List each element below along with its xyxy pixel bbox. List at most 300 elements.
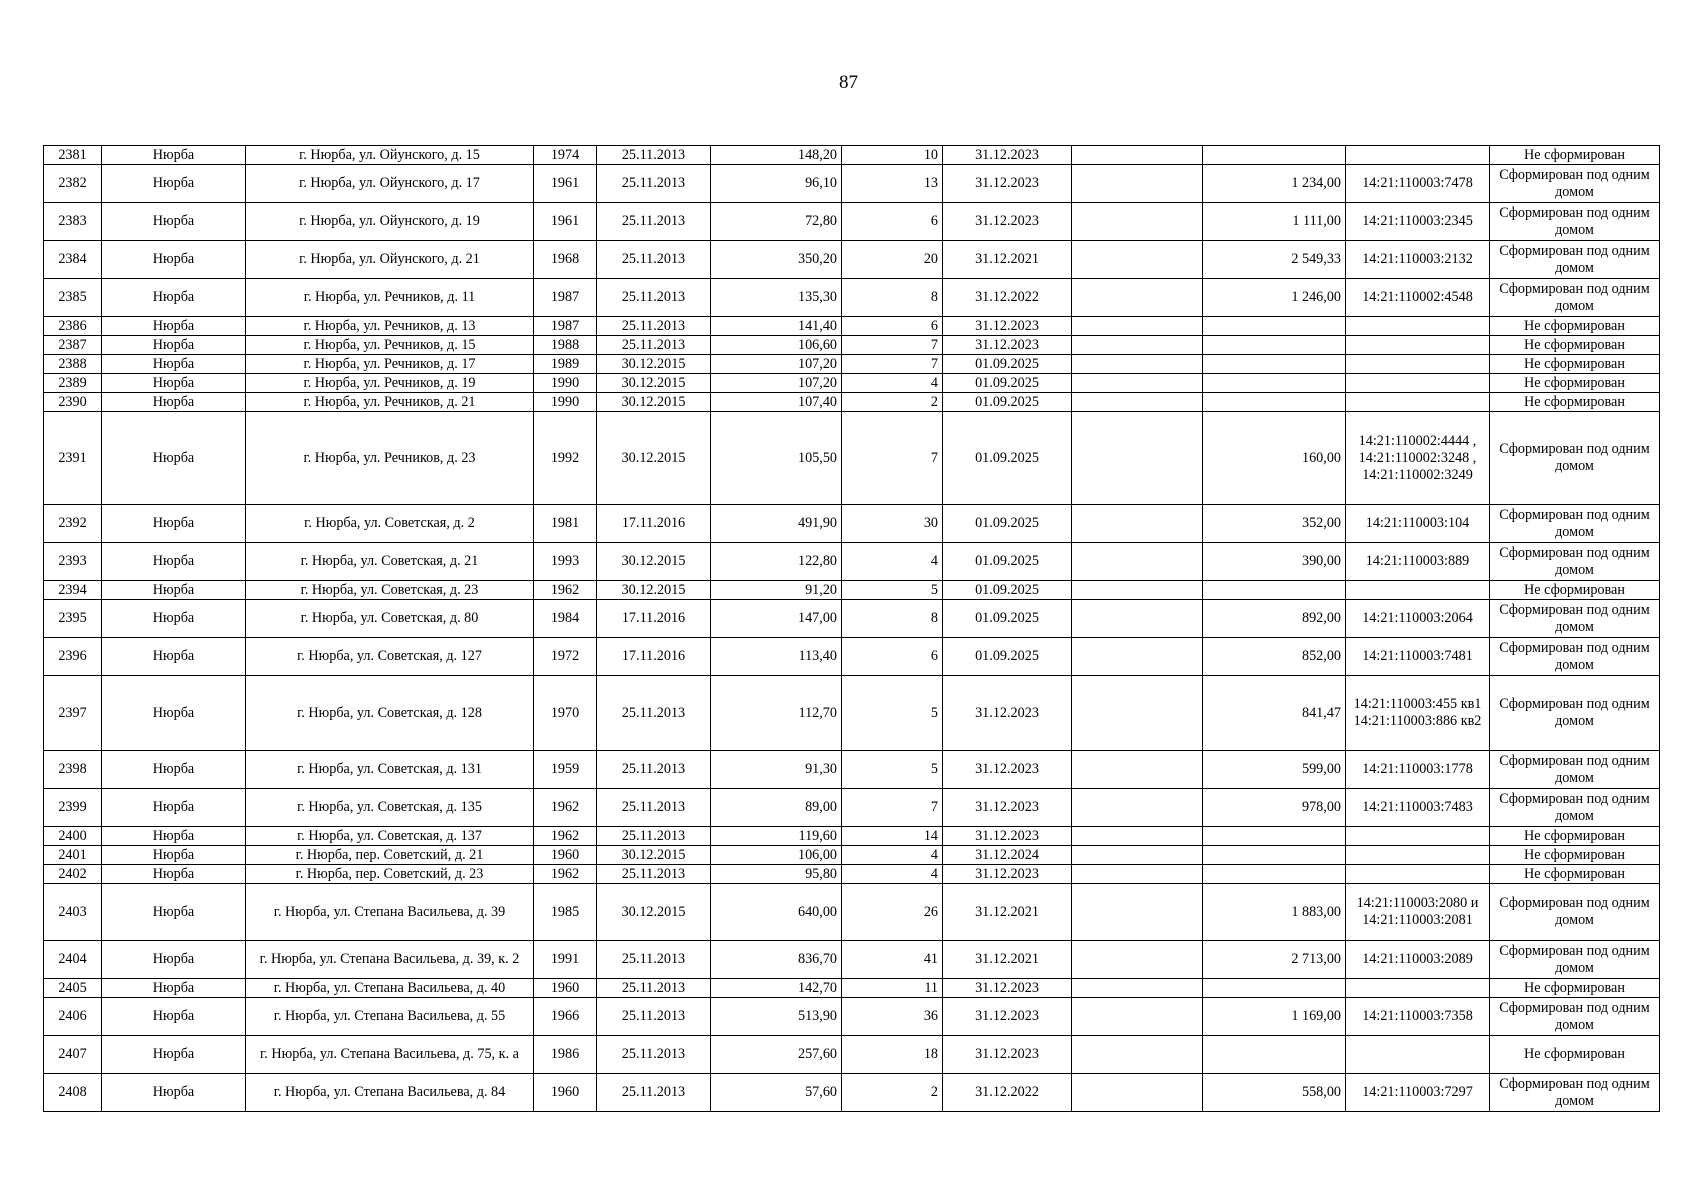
residents-cell: 13 <box>842 165 943 203</box>
deadline-cell: 31.12.2023 <box>943 865 1072 884</box>
row-number-cell: 2383 <box>44 203 102 241</box>
deadline-cell: 01.09.2025 <box>943 505 1072 543</box>
blank-cell <box>1072 203 1203 241</box>
row-number-cell: 2400 <box>44 827 102 846</box>
address-cell: г. Нюрба, ул. Степана Васильева, д. 39, к. 2 <box>246 941 534 979</box>
date-cell: 17.11.2016 <box>597 505 711 543</box>
row-number-cell: 2382 <box>44 165 102 203</box>
cadastral-number-cell <box>1346 979 1490 998</box>
deadline-cell: 01.09.2025 <box>943 638 1072 676</box>
deadline-cell: 01.09.2025 <box>943 543 1072 581</box>
table-row <box>44 581 1660 600</box>
blank-cell <box>1072 317 1203 336</box>
area-cell: 135,30 <box>711 279 842 317</box>
land-status-cell: Сформирован под одним домом <box>1490 751 1660 789</box>
address-cell: г. Нюрба, ул. Ойунского, д. 15 <box>246 146 534 165</box>
residents-cell: 6 <box>842 203 943 241</box>
locality-cell: Нюрба <box>102 1074 246 1112</box>
locality-cell: Нюрба <box>102 865 246 884</box>
plot-area-cell: 1 111,00 <box>1203 203 1346 241</box>
page-number: 87 <box>839 72 858 93</box>
deadline-cell: 01.09.2025 <box>943 355 1072 374</box>
row-number-cell: 2381 <box>44 146 102 165</box>
land-status-cell: Сформирован под одним домом <box>1490 412 1660 505</box>
table-row <box>44 241 1660 279</box>
year-cell: 1984 <box>534 600 597 638</box>
year-cell: 1986 <box>534 1036 597 1074</box>
row-number-cell: 2399 <box>44 789 102 827</box>
row-number-cell: 2396 <box>44 638 102 676</box>
residents-cell: 20 <box>842 241 943 279</box>
plot-area-cell <box>1203 146 1346 165</box>
address-cell: г. Нюрба, ул. Степана Васильева, д. 39 <box>246 884 534 941</box>
cadastral-number-cell <box>1346 1036 1490 1074</box>
row-number-cell: 2385 <box>44 279 102 317</box>
year-cell: 1961 <box>534 203 597 241</box>
area-cell: 491,90 <box>711 505 842 543</box>
locality-cell: Нюрба <box>102 203 246 241</box>
blank-cell <box>1072 581 1203 600</box>
land-status-cell: Сформирован под одним домом <box>1490 203 1660 241</box>
locality-cell: Нюрба <box>102 317 246 336</box>
plot-area-cell <box>1203 317 1346 336</box>
cadastral-number-cell: 14:21:110003:104 <box>1346 505 1490 543</box>
locality-cell: Нюрба <box>102 543 246 581</box>
residents-cell: 36 <box>842 998 943 1036</box>
date-cell: 25.11.2013 <box>597 789 711 827</box>
locality-cell: Нюрба <box>102 941 246 979</box>
blank-cell <box>1072 165 1203 203</box>
deadline-cell: 31.12.2022 <box>943 1074 1072 1112</box>
locality-cell: Нюрба <box>102 998 246 1036</box>
year-cell: 1988 <box>534 336 597 355</box>
residents-cell: 10 <box>842 146 943 165</box>
area-cell: 513,90 <box>711 998 842 1036</box>
row-number-cell: 2405 <box>44 979 102 998</box>
address-cell: г. Нюрба, ул. Речников, д. 13 <box>246 317 534 336</box>
table-row <box>44 412 1660 505</box>
cadastral-number-cell: 14:21:110003:7297 <box>1346 1074 1490 1112</box>
land-status-cell: Сформирован под одним домом <box>1490 884 1660 941</box>
row-number-cell: 2403 <box>44 884 102 941</box>
year-cell: 1970 <box>534 676 597 751</box>
blank-cell <box>1072 941 1203 979</box>
year-cell: 1962 <box>534 789 597 827</box>
year-cell: 1993 <box>534 543 597 581</box>
residents-cell: 4 <box>842 543 943 581</box>
table-row <box>44 941 1660 979</box>
cadastral-number-cell: 14:21:110003:2132 <box>1346 241 1490 279</box>
plot-area-cell: 2 713,00 <box>1203 941 1346 979</box>
plot-area-cell <box>1203 979 1346 998</box>
area-cell: 106,60 <box>711 336 842 355</box>
deadline-cell: 31.12.2023 <box>943 165 1072 203</box>
date-cell: 30.12.2015 <box>597 374 711 393</box>
land-status-cell: Не сформирован <box>1490 393 1660 412</box>
land-status-cell: Не сформирован <box>1490 374 1660 393</box>
blank-cell <box>1072 751 1203 789</box>
cadastral-number-cell: 14:21:110003:7358 <box>1346 998 1490 1036</box>
year-cell: 1968 <box>534 241 597 279</box>
locality-cell: Нюрба <box>102 884 246 941</box>
area-cell: 113,40 <box>711 638 842 676</box>
blank-cell <box>1072 505 1203 543</box>
blank-cell <box>1072 638 1203 676</box>
blank-cell <box>1072 355 1203 374</box>
land-status-cell: Не сформирован <box>1490 979 1660 998</box>
table-row <box>44 827 1660 846</box>
table-row <box>44 279 1660 317</box>
blank-cell <box>1072 393 1203 412</box>
table-row <box>44 1036 1660 1074</box>
deadline-cell: 31.12.2021 <box>943 941 1072 979</box>
cadastral-number-cell: 14:21:110002:4444 , 14:21:110002:3248 , 14:21:110002:3249 <box>1346 412 1490 505</box>
land-status-cell: Сформирован под одним домом <box>1490 600 1660 638</box>
row-number-cell: 2389 <box>44 374 102 393</box>
address-cell: г. Нюрба, ул. Советская, д. 21 <box>246 543 534 581</box>
locality-cell: Нюрба <box>102 241 246 279</box>
locality-cell: Нюрба <box>102 374 246 393</box>
locality-cell: Нюрба <box>102 600 246 638</box>
area-cell: 106,00 <box>711 846 842 865</box>
table-row <box>44 638 1660 676</box>
deadline-cell: 31.12.2023 <box>943 146 1072 165</box>
table-row <box>44 317 1660 336</box>
residents-cell: 5 <box>842 751 943 789</box>
land-status-cell: Не сформирован <box>1490 846 1660 865</box>
land-status-cell: Не сформирован <box>1490 581 1660 600</box>
date-cell: 30.12.2015 <box>597 543 711 581</box>
deadline-cell: 01.09.2025 <box>943 412 1072 505</box>
blank-cell <box>1072 412 1203 505</box>
area-cell: 112,70 <box>711 676 842 751</box>
row-number-cell: 2407 <box>44 1036 102 1074</box>
year-cell: 1962 <box>534 581 597 600</box>
locality-cell: Нюрба <box>102 979 246 998</box>
cadastral-number-cell <box>1346 355 1490 374</box>
table-row <box>44 846 1660 865</box>
land-status-cell: Не сформирован <box>1490 827 1660 846</box>
blank-cell <box>1072 789 1203 827</box>
year-cell: 1960 <box>534 1074 597 1112</box>
year-cell: 1972 <box>534 638 597 676</box>
row-number-cell: 2388 <box>44 355 102 374</box>
year-cell: 1961 <box>534 165 597 203</box>
cadastral-number-cell: 14:21:110003:2089 <box>1346 941 1490 979</box>
cadastral-number-cell <box>1346 374 1490 393</box>
date-cell: 30.12.2015 <box>597 412 711 505</box>
row-number-cell: 2401 <box>44 846 102 865</box>
blank-cell <box>1072 146 1203 165</box>
year-cell: 1962 <box>534 865 597 884</box>
address-cell: г. Нюрба, ул. Советская, д. 2 <box>246 505 534 543</box>
locality-cell: Нюрба <box>102 505 246 543</box>
land-status-cell: Сформирован под одним домом <box>1490 505 1660 543</box>
land-status-cell: Не сформирован <box>1490 865 1660 884</box>
table-row <box>44 374 1660 393</box>
cadastral-number-cell: 14:21:110002:4548 <box>1346 279 1490 317</box>
date-cell: 25.11.2013 <box>597 279 711 317</box>
date-cell: 25.11.2013 <box>597 827 711 846</box>
date-cell: 25.11.2013 <box>597 998 711 1036</box>
address-cell: г. Нюрба, ул. Степана Васильева, д. 40 <box>246 979 534 998</box>
land-status-cell: Сформирован под одним домом <box>1490 1074 1660 1112</box>
row-number-cell: 2391 <box>44 412 102 505</box>
blank-cell <box>1072 543 1203 581</box>
blank-cell <box>1072 865 1203 884</box>
row-number-cell: 2397 <box>44 676 102 751</box>
address-cell: г. Нюрба, пер. Советский, д. 21 <box>246 846 534 865</box>
row-number-cell: 2402 <box>44 865 102 884</box>
table-row <box>44 336 1660 355</box>
row-number-cell: 2404 <box>44 941 102 979</box>
cadastral-number-cell: 14:21:110003:7481 <box>1346 638 1490 676</box>
row-number-cell: 2395 <box>44 600 102 638</box>
area-cell: 89,00 <box>711 789 842 827</box>
area-cell: 57,60 <box>711 1074 842 1112</box>
land-status-cell: Сформирован под одним домом <box>1490 241 1660 279</box>
blank-cell <box>1072 846 1203 865</box>
cadastral-number-cell <box>1346 865 1490 884</box>
plot-area-cell: 892,00 <box>1203 600 1346 638</box>
deadline-cell: 31.12.2024 <box>943 846 1072 865</box>
blank-cell <box>1072 998 1203 1036</box>
date-cell: 25.11.2013 <box>597 146 711 165</box>
locality-cell: Нюрба <box>102 165 246 203</box>
plot-area-cell: 1 246,00 <box>1203 279 1346 317</box>
year-cell: 1985 <box>534 884 597 941</box>
address-cell: г. Нюрба, ул. Советская, д. 137 <box>246 827 534 846</box>
land-status-cell: Не сформирован <box>1490 317 1660 336</box>
cadastral-number-cell <box>1346 317 1490 336</box>
plot-area-cell <box>1203 355 1346 374</box>
year-cell: 1990 <box>534 393 597 412</box>
residents-cell: 18 <box>842 1036 943 1074</box>
locality-cell: Нюрба <box>102 412 246 505</box>
locality-cell: Нюрба <box>102 393 246 412</box>
year-cell: 1966 <box>534 998 597 1036</box>
year-cell: 1987 <box>534 317 597 336</box>
row-number-cell: 2393 <box>44 543 102 581</box>
plot-area-cell <box>1203 827 1346 846</box>
plot-area-cell: 390,00 <box>1203 543 1346 581</box>
deadline-cell: 31.12.2023 <box>943 317 1072 336</box>
cadastral-number-cell <box>1346 846 1490 865</box>
address-cell: г. Нюрба, ул. Советская, д. 128 <box>246 676 534 751</box>
plot-area-cell: 2 549,33 <box>1203 241 1346 279</box>
cadastral-number-cell <box>1346 336 1490 355</box>
area-cell: 142,70 <box>711 979 842 998</box>
residents-cell: 8 <box>842 279 943 317</box>
deadline-cell: 31.12.2021 <box>943 884 1072 941</box>
date-cell: 25.11.2013 <box>597 1036 711 1074</box>
cadastral-number-cell <box>1346 393 1490 412</box>
cadastral-number-cell: 14:21:110003:455 кв1 14:21:110003:886 кв2 <box>1346 676 1490 751</box>
year-cell: 1974 <box>534 146 597 165</box>
row-number-cell: 2406 <box>44 998 102 1036</box>
blank-cell <box>1072 336 1203 355</box>
table-row <box>44 355 1660 374</box>
land-status-cell: Сформирован под одним домом <box>1490 676 1660 751</box>
plot-area-cell: 352,00 <box>1203 505 1346 543</box>
area-cell: 95,80 <box>711 865 842 884</box>
residents-cell: 5 <box>842 676 943 751</box>
residents-cell: 4 <box>842 865 943 884</box>
plot-area-cell: 599,00 <box>1203 751 1346 789</box>
blank-cell <box>1072 600 1203 638</box>
locality-cell: Нюрба <box>102 846 246 865</box>
cadastral-number-cell: 14:21:110003:1778 <box>1346 751 1490 789</box>
blank-cell <box>1072 827 1203 846</box>
locality-cell: Нюрба <box>102 638 246 676</box>
blank-cell <box>1072 884 1203 941</box>
date-cell: 30.12.2015 <box>597 393 711 412</box>
area-cell: 91,20 <box>711 581 842 600</box>
land-status-cell: Сформирован под одним домом <box>1490 543 1660 581</box>
address-cell: г. Нюрба, ул. Речников, д. 15 <box>246 336 534 355</box>
area-cell: 105,50 <box>711 412 842 505</box>
row-number-cell: 2394 <box>44 581 102 600</box>
address-cell: г. Нюрба, ул. Речников, д. 17 <box>246 355 534 374</box>
cadastral-number-cell: 14:21:110003:2080 и 14:21:110003:2081 <box>1346 884 1490 941</box>
table-row <box>44 979 1660 998</box>
row-number-cell: 2386 <box>44 317 102 336</box>
date-cell: 25.11.2013 <box>597 241 711 279</box>
table-row <box>44 676 1660 751</box>
row-number-cell: 2408 <box>44 1074 102 1112</box>
plot-area-cell: 978,00 <box>1203 789 1346 827</box>
date-cell: 30.12.2015 <box>597 581 711 600</box>
area-cell: 107,20 <box>711 374 842 393</box>
area-cell: 147,00 <box>711 600 842 638</box>
residents-cell: 11 <box>842 979 943 998</box>
locality-cell: Нюрба <box>102 336 246 355</box>
table-row <box>44 393 1660 412</box>
deadline-cell: 31.12.2023 <box>943 789 1072 827</box>
table-row <box>44 600 1660 638</box>
table-row <box>44 884 1660 941</box>
row-number-cell: 2392 <box>44 505 102 543</box>
date-cell: 17.11.2016 <box>597 600 711 638</box>
plot-area-cell: 160,00 <box>1203 412 1346 505</box>
year-cell: 1960 <box>534 979 597 998</box>
residents-cell: 7 <box>842 355 943 374</box>
residents-cell: 30 <box>842 505 943 543</box>
deadline-cell: 31.12.2023 <box>943 336 1072 355</box>
residents-cell: 7 <box>842 789 943 827</box>
date-cell: 25.11.2013 <box>597 203 711 241</box>
locality-cell: Нюрба <box>102 581 246 600</box>
date-cell: 25.11.2013 <box>597 979 711 998</box>
deadline-cell: 31.12.2023 <box>943 827 1072 846</box>
land-status-cell: Сформирован под одним домом <box>1490 941 1660 979</box>
date-cell: 25.11.2013 <box>597 865 711 884</box>
table-row <box>44 203 1660 241</box>
plot-area-cell <box>1203 336 1346 355</box>
year-cell: 1989 <box>534 355 597 374</box>
locality-cell: Нюрба <box>102 146 246 165</box>
residents-cell: 6 <box>842 638 943 676</box>
locality-cell: Нюрба <box>102 751 246 789</box>
table-row <box>44 998 1660 1036</box>
address-cell: г. Нюрба, ул. Речников, д. 23 <box>246 412 534 505</box>
area-cell: 119,60 <box>711 827 842 846</box>
plot-area-cell <box>1203 374 1346 393</box>
locality-cell: Нюрба <box>102 827 246 846</box>
table-row <box>44 789 1660 827</box>
residents-cell: 2 <box>842 1074 943 1112</box>
plot-area-cell <box>1203 865 1346 884</box>
cadastral-number-cell: 14:21:110003:7483 <box>1346 789 1490 827</box>
area-cell: 122,80 <box>711 543 842 581</box>
land-status-cell: Не сформирован <box>1490 146 1660 165</box>
date-cell: 17.11.2016 <box>597 638 711 676</box>
residents-cell: 4 <box>842 374 943 393</box>
cadastral-number-cell <box>1346 146 1490 165</box>
residents-cell: 5 <box>842 581 943 600</box>
date-cell: 25.11.2013 <box>597 676 711 751</box>
table-row <box>44 1074 1660 1112</box>
blank-cell <box>1072 279 1203 317</box>
cadastral-number-cell: 14:21:110003:2345 <box>1346 203 1490 241</box>
deadline-cell: 01.09.2025 <box>943 374 1072 393</box>
area-cell: 257,60 <box>711 1036 842 1074</box>
deadline-cell: 31.12.2023 <box>943 1036 1072 1074</box>
date-cell: 25.11.2013 <box>597 941 711 979</box>
locality-cell: Нюрба <box>102 1036 246 1074</box>
date-cell: 25.11.2013 <box>597 317 711 336</box>
residents-cell: 6 <box>842 317 943 336</box>
deadline-cell: 01.09.2025 <box>943 393 1072 412</box>
cadastral-number-cell <box>1346 827 1490 846</box>
plot-area-cell: 1 234,00 <box>1203 165 1346 203</box>
address-cell: г. Нюрба, ул. Советская, д. 135 <box>246 789 534 827</box>
area-cell: 107,20 <box>711 355 842 374</box>
address-cell: г. Нюрба, ул. Речников, д. 11 <box>246 279 534 317</box>
table-row <box>44 865 1660 884</box>
row-number-cell: 2384 <box>44 241 102 279</box>
land-status-cell: Сформирован под одним домом <box>1490 165 1660 203</box>
plot-area-cell <box>1203 581 1346 600</box>
address-cell: г. Нюрба, ул. Советская, д. 131 <box>246 751 534 789</box>
area-cell: 141,40 <box>711 317 842 336</box>
land-status-cell: Сформирован под одним домом <box>1490 998 1660 1036</box>
plot-area-cell: 852,00 <box>1203 638 1346 676</box>
date-cell: 30.12.2015 <box>597 355 711 374</box>
plot-area-cell: 841,47 <box>1203 676 1346 751</box>
deadline-cell: 31.12.2023 <box>943 998 1072 1036</box>
blank-cell <box>1072 676 1203 751</box>
blank-cell <box>1072 1036 1203 1074</box>
area-cell: 148,20 <box>711 146 842 165</box>
table-row <box>44 505 1660 543</box>
plot-area-cell <box>1203 1036 1346 1074</box>
residents-cell: 41 <box>842 941 943 979</box>
land-status-cell: Не сформирован <box>1490 336 1660 355</box>
address-cell: г. Нюрба, ул. Степана Васильева, д. 75, к. а <box>246 1036 534 1074</box>
locality-cell: Нюрба <box>102 279 246 317</box>
row-number-cell: 2390 <box>44 393 102 412</box>
land-status-cell: Сформирован под одним домом <box>1490 638 1660 676</box>
area-cell: 91,30 <box>711 751 842 789</box>
plot-area-cell: 1 883,00 <box>1203 884 1346 941</box>
year-cell: 1987 <box>534 279 597 317</box>
plot-area-cell: 558,00 <box>1203 1074 1346 1112</box>
date-cell: 25.11.2013 <box>597 1074 711 1112</box>
table-row <box>44 165 1660 203</box>
address-cell: г. Нюрба, ул. Речников, д. 21 <box>246 393 534 412</box>
deadline-cell: 31.12.2023 <box>943 979 1072 998</box>
